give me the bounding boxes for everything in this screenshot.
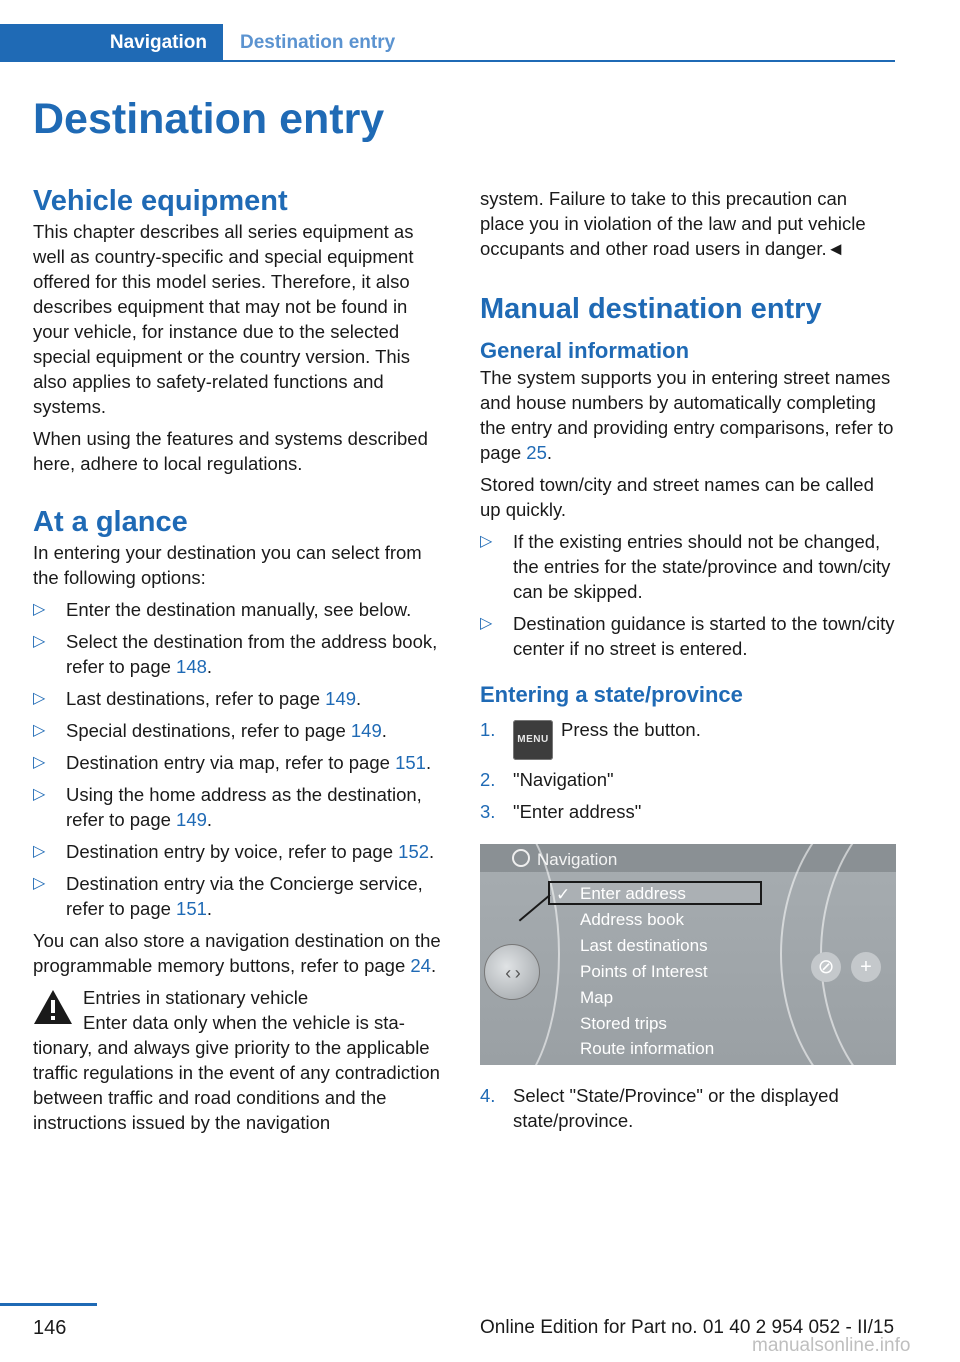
step-item: 3. "Enter address" [480,801,642,822]
menu-item: Last destinations [580,936,708,955]
triangle-bullet-icon: ▷ [480,533,493,550]
list-item: ▷ Special destinations, refer to page 149. [33,720,387,741]
menu-item: Stored trips [580,1014,667,1033]
page-number: 146 [33,1317,67,1339]
list-item: ▷ Destination entry via map, refer to page 151. [33,752,432,773]
controller-knob-icon [484,944,540,1000]
heading-vehicle-equipment: Vehicle equipment [33,185,288,217]
paragraph: In entering your destination you can select from the following options: [33,542,422,588]
triangle-bullet-icon: ▷ [33,601,46,618]
heading-general-information: General information [480,338,690,363]
right-column [480,186,896,1140]
steps-list [480,717,896,824]
warning-triangle-icon [33,989,73,1025]
warning-title: Entries in stationary vehicle [83,987,309,1008]
triangle-bullet-icon: ▷ [33,875,46,892]
warning-text-continued: system. Failure to take to this precaution can place you in violation of the law and put vehicle occupants and other road users in danger.◄ [480,188,866,259]
triangle-bullet-icon: ▷ [33,690,46,707]
page-link[interactable]: 25 [526,442,547,463]
page-link[interactable]: 148 [176,656,207,677]
list-item: ▷ Destination entry by voice, refer to page 152. [33,841,435,862]
footer-rule [0,1303,97,1306]
page-link[interactable]: 152 [398,841,430,862]
watermark: manualsonline.info [752,1335,911,1356]
options-list [33,597,447,921]
header-rule [223,60,895,62]
page-link[interactable]: 149 [176,809,207,830]
list-item: ▷ Using the home address as the destination, refer to page 149. [33,784,422,830]
menu-item: Map [580,988,614,1007]
heading-manual-destination-entry: Manual destination entry [480,293,822,325]
triangle-bullet-icon: ▷ [33,754,46,771]
page-link[interactable]: 24 [410,955,431,976]
menu-item: Points of Interest [580,962,708,981]
triangle-bullet-icon: ▷ [480,615,493,632]
list-item: ▷ Destination guidance is started to the town/city center if no street is entered. [480,613,895,659]
list-item: ▷ Enter the destination manually, see below. [33,599,412,620]
page-title: Destination entry [33,95,385,143]
warning-text: Enter data only when the vehicle is stationary, and always give priority to the applicable traffic regulations in the event of any contradiction between traffic and road conditions and the instructions issued by the navigation [33,1012,440,1133]
paragraph: Stored town/city and street names can be called up quickly. [480,474,874,520]
steps-list-continued [480,1083,896,1133]
paragraph: You can also store a navigation destination on the programmable memory buttons, refer to page 24. [33,930,441,976]
running-header [0,24,895,62]
triangle-bullet-icon: ▷ [33,633,46,650]
page-link[interactable]: 151 [176,898,207,919]
header-subsection: Destination entry [240,32,396,53]
check-icon: ✓ [556,885,571,904]
list-item: ▷ Select the destination from the address book, refer to page 148. [33,631,438,677]
list-item: ▷ Destination entry via the Concierge service, refer to page 151. [33,873,423,919]
list-item: ▷ If the existing entries should not be changed, the entries for the state/province and town/city can be skipped. [480,531,891,602]
idrive-screen-image [480,844,896,1065]
left-column [33,183,447,1142]
heading-entering-state: Entering a state/province [480,682,743,707]
info-list [480,529,896,661]
edition-note: Online Edition for Part no. 01 40 2 954 052 - II/15 [480,1317,895,1338]
list-item: ▷ Last destinations, refer to page 149. [33,688,362,709]
menu-item: Enter address [580,884,686,903]
triangle-bullet-icon: ▷ [33,722,46,739]
page-link[interactable]: 149 [325,688,357,709]
page-link[interactable]: 149 [350,720,382,741]
triangle-bullet-icon: ▷ [33,843,46,860]
step-item: 2. "Navigation" [480,769,614,790]
paragraph: This chapter describes all series equipment as well as country-specific and special equipment offered for this model series. Therefore, it also describes equipment that may not be found in your vehicle, for instance due to the selected special equipment or the country version. This also applies to safety-related functions and systems. [33,221,414,417]
page-link[interactable]: 151 [395,752,426,773]
paragraph: When using the features and systems described here, adhere to local regulations. [33,428,428,474]
screen-title: Navigation [537,850,618,869]
triangle-bullet-icon: ▷ [33,786,46,803]
menu-item: Route information [580,1039,715,1058]
menu-button-icon: MENU [513,720,553,760]
heading-at-a-glance: At a glance [33,506,188,538]
plus-icon: + [851,952,881,982]
warning-block [33,985,447,1010]
step-item: 4. Select "State/Province" or the displayed state/province. [480,1085,839,1131]
menu-item: Address book [580,910,684,929]
step-item: 1. MENU Press the button. [480,717,896,760]
header-section-tab: Navigation [0,24,223,62]
map-zoom-icon: ⊘ [811,952,841,982]
paragraph: The system supports you in entering street names and house numbers by automatically completing the entry and providing entry comparisons, refer to page 25. [480,367,894,463]
